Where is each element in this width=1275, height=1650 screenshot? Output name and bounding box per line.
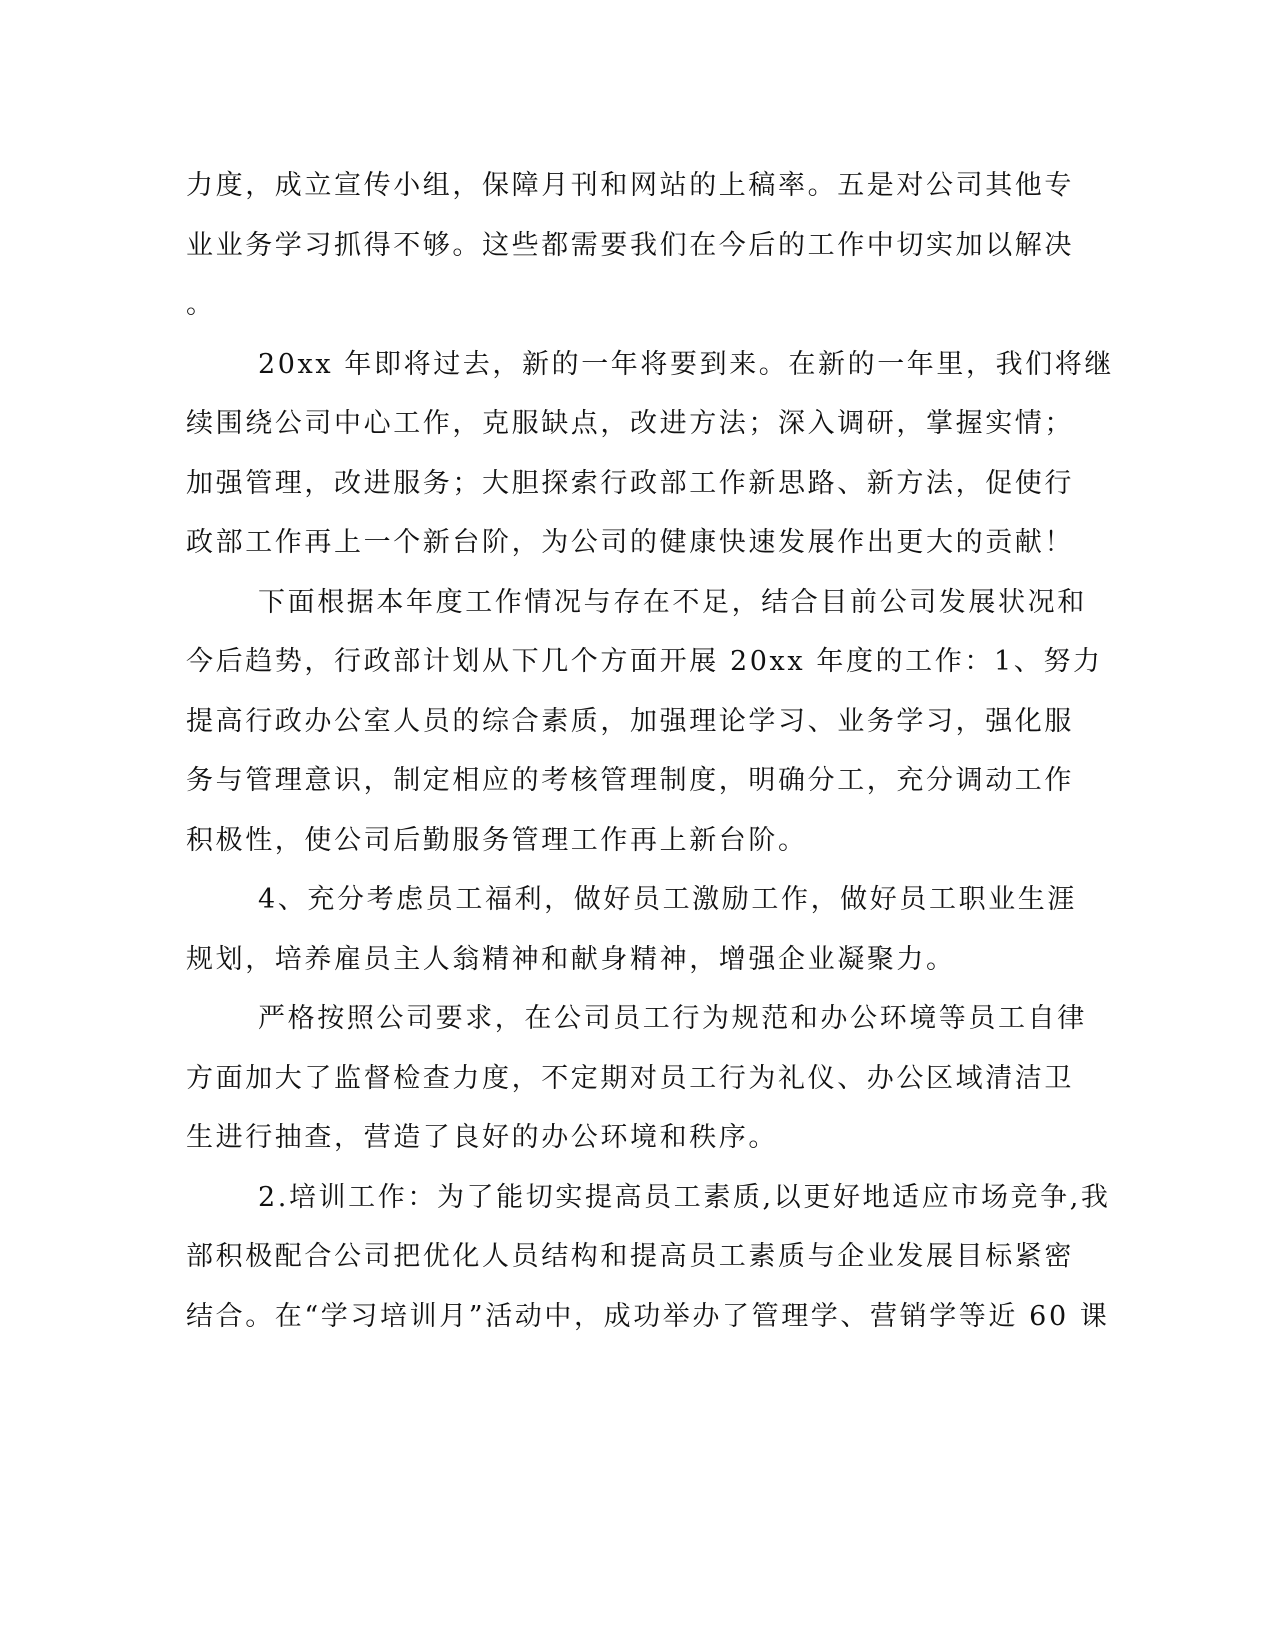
text-line: 今后趋势，行政部计划从下几个方面开展 20xx 年度的工作：1、努力: [186, 646, 1103, 677]
text-line: 政部工作再上一个新台阶，为公司的健康快速发展作出更大的贡献！: [186, 527, 1074, 558]
text-line: 务与管理意识，制定相应的考核管理制度，明确分工，充分调动工作: [186, 765, 1074, 796]
text-line: 4、充分考虑员工福利，做好员工激励工作，做好员工职业生涯: [258, 884, 1077, 915]
text-line: 提高行政办公室人员的综合素质，加强理论学习、业务学习，强化服: [186, 705, 1074, 737]
text-line: 业业务学习抓得不够。这些都需要我们在今后的工作中切实加以解决: [186, 229, 1074, 261]
text-line: 。: [186, 289, 216, 320]
text-line: 生进行抽查，营造了良好的办公环境和秩序。: [186, 1122, 778, 1153]
text-line: 严格按照公司要求，在公司员工行为规范和办公环境等员工自律: [258, 1003, 1087, 1034]
text-line: 力度，成立宣传小组，保障月刊和网站的上稿率。五是对公司其他专: [186, 170, 1074, 201]
text-line: 积极性，使公司后勤服务管理工作再上新台阶。: [186, 824, 808, 856]
text-line: 续围绕公司中心工作，克服缺点，改进方法；深入调研，掌握实情；: [186, 408, 1074, 439]
text-line: 方面加大了监督检查力度，不定期对员工行为礼仪、办公区域清洁卫: [186, 1062, 1074, 1094]
text-line: 规划，培养雇员主人翁精神和献身精神，增强企业凝聚力。: [186, 943, 956, 975]
text-line: 加强管理，改进服务；大胆探索行政部工作新思路、新方法，促使行: [186, 467, 1074, 499]
text-line: 结合。在“学习培训月”活动中，成功举办了管理学、营销学等近 60 课: [186, 1300, 1110, 1332]
body-text: [186, 156, 1114, 1346]
text-line: 部积极配合公司把优化人员结构和提高员工素质与企业发展目标紧密: [186, 1241, 1074, 1272]
text-line: 2.培训工作：为了能切实提高员工素质,以更好地适应市场竞争,我: [258, 1181, 1111, 1213]
text-line: 20xx 年即将过去，新的一年将要到来。在新的一年里，我们将继: [258, 348, 1114, 380]
text-line: 下面根据本年度工作情况与存在不足，结合目前公司发展状况和: [258, 586, 1087, 618]
